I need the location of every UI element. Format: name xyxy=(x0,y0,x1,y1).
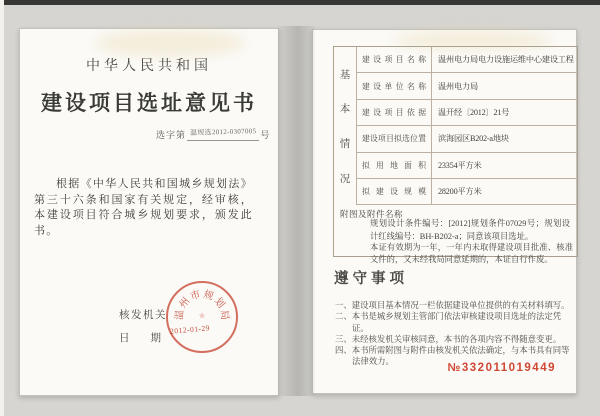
scan-edge-top xyxy=(4,0,600,5)
attachments-label: 附图及附件名称 xyxy=(340,209,404,220)
row-label-text: 建设项目名称 xyxy=(362,55,426,65)
certificate-right-page xyxy=(312,29,577,394)
row-label-text: 建设单位名称 xyxy=(362,81,426,91)
seal-character: 市 xyxy=(189,289,202,303)
serial-prefix-label: 选字第 xyxy=(156,130,187,140)
basic-info-vertical-header xyxy=(334,47,357,205)
compliance-item: 三、未经核发机关审核同意，本书的各项内容不得随意变更。 xyxy=(335,334,562,344)
compliance-item: 四、本书所需附图与附件由核发机关依法确定，与本书具有同等法律效力。 xyxy=(335,346,570,367)
row-label-text: 拟用地面积 xyxy=(362,160,426,170)
document-serial-number: №332011019449 xyxy=(447,362,556,374)
table-row-label xyxy=(357,179,432,205)
table-row-label xyxy=(357,73,432,99)
book-spine-shadow xyxy=(277,26,315,396)
table-row-label xyxy=(357,47,432,73)
seal-character: 温 xyxy=(174,309,186,321)
serial-suffix-label: 号 xyxy=(260,130,271,140)
seal-character: 州 xyxy=(177,295,193,311)
row-label-text: 建设项目依据 xyxy=(362,107,426,117)
table-row-value: 滨海园区B202-a地块 xyxy=(432,126,577,152)
table-row-label xyxy=(357,100,432,126)
document-title: 建设项目选址意见书 xyxy=(41,92,257,115)
table-row-value: 28200平方米 xyxy=(432,179,577,205)
seal-date-stamp: 2012-01-29 xyxy=(169,323,211,336)
serial-stamp-number: 温规选2012-0307005 xyxy=(189,127,257,137)
table-row-value: 23354平方米 xyxy=(432,153,577,179)
date-label: 日 期 xyxy=(119,333,161,344)
attachments-text-validity: 本证有效期为一年，一年内未取得建设项目批准、核准文件的，又未经我局同意延期的，本证自行作废。 xyxy=(370,242,573,264)
serial-fill-line xyxy=(187,121,259,141)
compliance-item: 一、建设项目基本情况一栏依据建设单位提供的有关材料填写。 xyxy=(335,301,570,310)
compliance-section-title: 遵守事项 xyxy=(334,271,408,287)
seal-character: 局 xyxy=(218,309,230,321)
row-label-text: 建设项目拟选位置 xyxy=(362,134,426,144)
certificate-body-paragraph: 根据《中华人民共和国城乡规划法》第三十六条和国家有关规定，经审核，本建设项目符合城乡规划要求，颁发此书。 xyxy=(34,178,253,237)
issuing-authority-label: 核发机关 xyxy=(119,310,167,321)
vertical-header-char: 本 xyxy=(339,104,351,116)
table-row-value: 温开经〔2012〕21号 xyxy=(432,100,577,126)
seal-star-icon: ★ xyxy=(197,310,207,321)
vertical-header-char: 情 xyxy=(339,138,351,150)
seal-character: 划 xyxy=(211,295,227,311)
table-row-label xyxy=(357,126,432,152)
table-row-label xyxy=(357,153,432,179)
compliance-item: 二、本书是城乡规划主管部门依法审核建设项目选址的法定凭证。 xyxy=(335,312,562,333)
row-label-text: 拟建设规模 xyxy=(362,187,426,197)
attachments-section xyxy=(334,205,577,264)
attachments-text-planning: 规划设计条件编号：[2012]规划条件07029号；规划设计红线编号：BH-B202-a；同意该项目选址。 xyxy=(370,219,570,241)
serial-line xyxy=(156,121,270,141)
seal-character: 规 xyxy=(202,289,215,303)
table-row-value: 温州电力局 xyxy=(432,73,577,99)
table-row-value: 温州电力局电力设施运维中心建设工程 xyxy=(432,47,577,73)
vertical-header-char: 况 xyxy=(339,173,351,185)
vertical-header-char: 基 xyxy=(339,69,351,81)
country-heading: 中华人民共和国 xyxy=(86,59,212,74)
scan-edge-left xyxy=(0,0,4,416)
paper-smudge xyxy=(95,29,245,57)
compliance-list xyxy=(335,300,577,368)
official-red-seal xyxy=(166,281,238,353)
basic-info-table xyxy=(333,46,578,264)
certificate-left-page xyxy=(19,28,279,396)
